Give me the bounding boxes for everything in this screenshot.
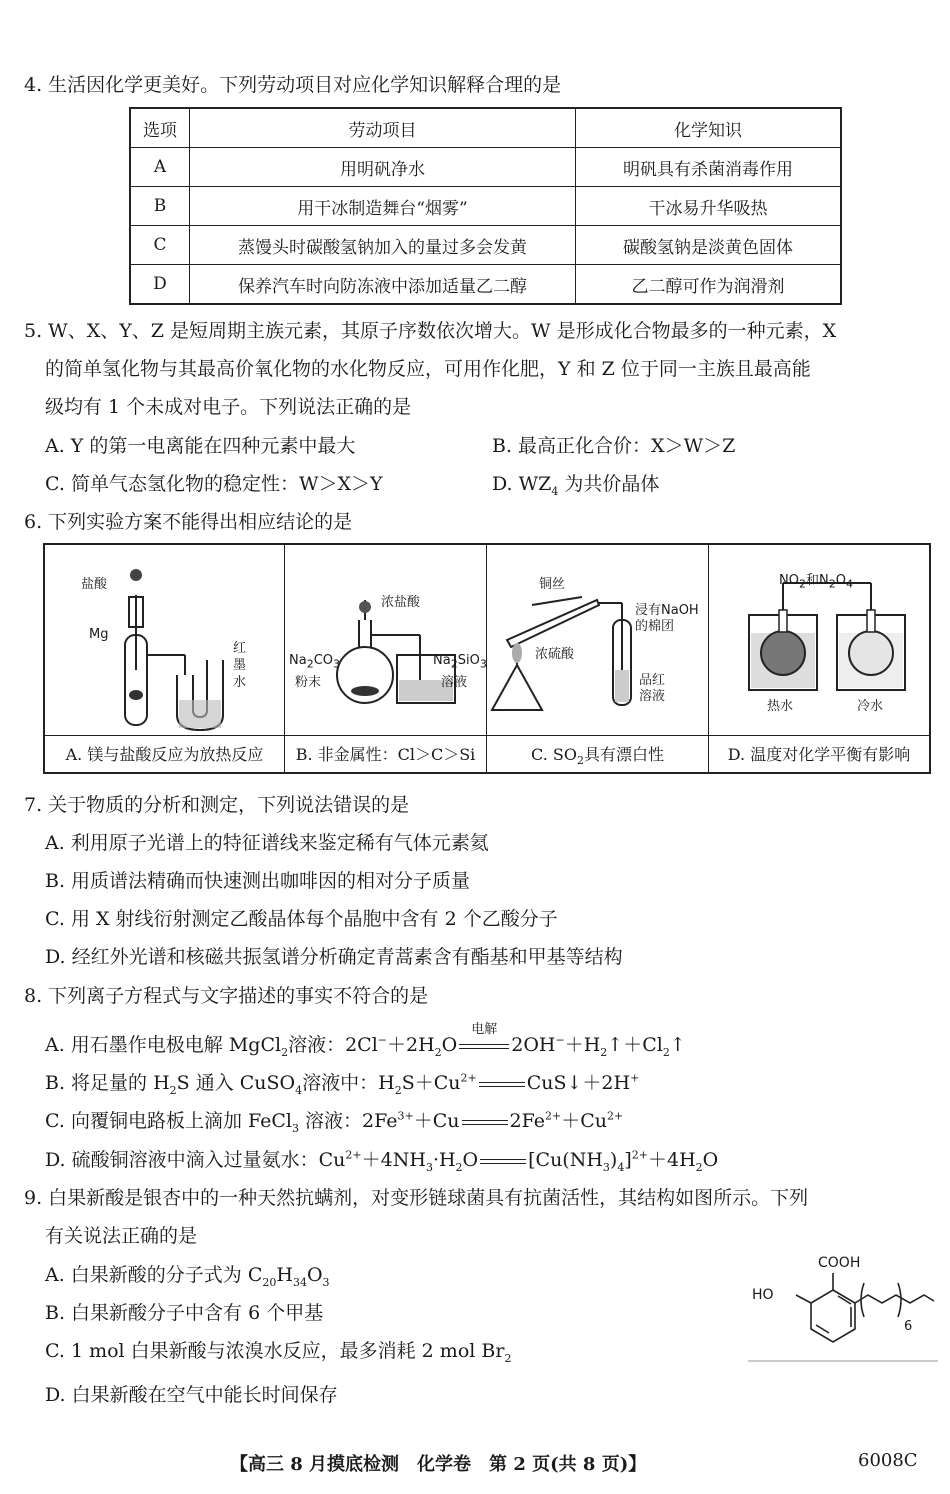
label-powder: 粉末 (295, 675, 322, 690)
label-red: 红 (233, 641, 247, 656)
question-9-line2: 有关说法正确的是 (45, 1225, 198, 1247)
experiment-d-diagram (709, 545, 929, 735)
question-9-option-d: D. 白果新酸在空气中能长时间保存 (45, 1384, 338, 1406)
table-header-row (130, 108, 841, 148)
experiment-a-caption: A. 镁与盐酸反应为放热反应 (45, 735, 285, 772)
page-footer: 【高三 8 月摸底检测 化学卷 第 2 页(共 8 页)】 (230, 1454, 647, 1475)
table-header: 化学知识 (576, 108, 842, 148)
question-5-line1: 5. W、X、Y、Z 是短周期主族元素，其原子序数依次增大。W 是形成化合物最多的一种元素，X (24, 320, 837, 342)
experiment-a-diagram (45, 545, 285, 735)
experiment-d-caption: D. 温度对化学平衡有影响 (709, 735, 929, 772)
question-9-option-a: A. 白果新酸的分子式为 $C_{20}H_{34}O_3$ (45, 1264, 330, 1289)
acid-strength-apparatus-icon (285, 545, 487, 735)
question-4-stem: 4. 生活因化学更美好。下列劳动项目对应化学知识解释合理的是 (24, 74, 562, 96)
question-8-option-d: D. 硫酸铜溶液中滴入过量氨水：$Cu^{2+}+4NH_3\cdot H_2O$ $[Cu(NH_3)_4]^{2+}+4H_2O$ (45, 1148, 719, 1174)
label-no2-n2o4: $NO_2$和$N_2O_4$ (779, 573, 853, 591)
table-cell: 用明矾净水 (190, 148, 576, 187)
table-header: 选项 (130, 108, 190, 148)
question-7-option-b: B. 用质谱法精确而快速测出咖啡因的相对分子质量 (45, 870, 471, 892)
question-5-line3: 级均有 1 个未成对电子。下列说法正确的是 (45, 396, 412, 418)
question-7-option-a: A. 利用原子光谱上的特征谱线来鉴定稀有气体元素氦 (45, 832, 489, 854)
label-magenta: 品红 (639, 673, 666, 688)
label-naoh: 浸有NaOH (635, 603, 699, 618)
question-7-option-d: D. 经红外光谱和核磁共振氢谱分析确定青蒿素含有酯基和甲基等结构 (45, 946, 623, 968)
label-mg: Mg (89, 627, 109, 642)
label-cold-water: 冷水 (857, 699, 884, 714)
question-9-option-b: B. 白果新酸分子中含有 6 个甲基 (45, 1302, 324, 1324)
table-cell: 乙二醇可作为润滑剂 (576, 265, 842, 305)
table-row (130, 187, 841, 226)
cooh-label: COOH (818, 1255, 861, 1271)
table-cell: 保养汽车时向防冻液中添加适量乙二醇 (190, 265, 576, 305)
label-ink: 墨 (233, 658, 247, 673)
experiment-c-diagram (487, 545, 709, 735)
table-cell: 用干冰制造舞台“烟雾” (190, 187, 576, 226)
repeat-count-label: 6 (904, 1319, 913, 1334)
label-na2co3: $Na_2CO_3$ (289, 653, 341, 671)
table-cell: 干冰易升华吸热 (576, 187, 842, 226)
label-conc-h2so4: 浓硫酸 (535, 647, 575, 662)
benzene-ring-icon (748, 1255, 938, 1363)
table-cell: B (130, 187, 190, 226)
question-8-option-a: A. 用石墨作电极电解 MgCl$_2$溶液：$2Cl^-+2H_2O$ 电解 $2OH^-+H_2↑+Cl_2↑$ (45, 1030, 686, 1059)
label-hot-water: 热水 (767, 699, 794, 714)
question-9-option-c: C. 1 mol 白果新酸与浓溴水反应，最多消耗 2 mol $Br_2$ (45, 1340, 512, 1365)
question-6-stem: 6. 下列实验方案不能得出相应结论的是 (24, 511, 353, 533)
experiment-b-diagram (285, 545, 487, 735)
label-solution: 溶液 (441, 675, 468, 690)
table-cell: D (130, 265, 190, 305)
table-row (130, 226, 841, 265)
question-5-option-a: A. Y 的第一电离能在四种元素中最大 (45, 435, 356, 457)
label-copper-wire: 铜丝 (539, 577, 566, 592)
question-4-table (129, 107, 842, 305)
table-row (130, 148, 841, 187)
question-8-option-b: B. 将足量的 $H_2S$ 通入 CuSO$_4$溶液中：$H_2S+Cu^{2+}$ CuS↓＋2H+ (45, 1071, 640, 1097)
ho-label: HO (752, 1287, 774, 1303)
table-row (130, 265, 841, 305)
so2-bleaching-apparatus-icon (487, 545, 709, 735)
table-cell: 明矾具有杀菌消毒作用 (576, 148, 842, 187)
label-water: 水 (233, 675, 247, 690)
label-conc-hcl: 浓盐酸 (381, 595, 421, 610)
table-cell: C (130, 226, 190, 265)
electrolysis-condition: 电解 (471, 1022, 498, 1037)
question-7-option-c: C. 用 X 射线衍射测定乙酸晶体每个晶胞中含有 2 个乙酸分子 (45, 908, 558, 930)
question-8-option-c: C. 向覆铜电路板上滴加 FeCl$_3$ 溶液：$2Fe^{3+}+Cu$ $2Fe^{2+}+Cu^{2+}$ (45, 1109, 624, 1135)
table-header: 劳动项目 (190, 108, 576, 148)
question-9-line1: 9. 白果新酸是银杏中的一种天然抗螨剂，对变形链球菌具有抗菌活性，其结构如图所示。下列 (24, 1187, 809, 1209)
experiment-b-caption: B. 非金属性：Cl＞C＞Si (285, 735, 487, 772)
experiment-c-caption: C. $SO_2$具有漂白性 (487, 735, 709, 772)
table-cell: A (130, 148, 190, 187)
question-7-stem: 7. 关于物质的分析和测定，下列说法错误的是 (24, 794, 410, 816)
question-5-option-b: B. 最高正化合价：X＞W＞Z (492, 435, 736, 457)
label-solution: 溶液 (639, 689, 666, 704)
question-8-stem: 8. 下列离子方程式与文字描述的事实不符合的是 (24, 985, 429, 1007)
table-cell: 蒸馒头时碳酸氢钠加入的量过多会发黄 (190, 226, 576, 265)
experiment-table (43, 543, 931, 774)
question-5-line2: 的简单氢化物与其最高价氧化物的水化物反应，可用作化肥，Y 和 Z 位于同一主族且最高能 (45, 358, 811, 380)
question-5-option-c: C. 简单气态氢化物的稳定性：W＞X＞Y (45, 473, 383, 495)
table-cell: 碳酸氢钠是淡黄色固体 (576, 226, 842, 265)
label-hcl: 盐酸 (81, 577, 108, 592)
label-na2sio3: $Na_2SiO_3$ (433, 653, 487, 671)
question-5-option-d: D. $WZ_4$ 为共价晶体 (492, 473, 660, 498)
ginkgolic-acid-structure (748, 1255, 938, 1363)
paper-code: 6008C (858, 1450, 918, 1471)
label-cotton: 的棉团 (635, 619, 675, 634)
